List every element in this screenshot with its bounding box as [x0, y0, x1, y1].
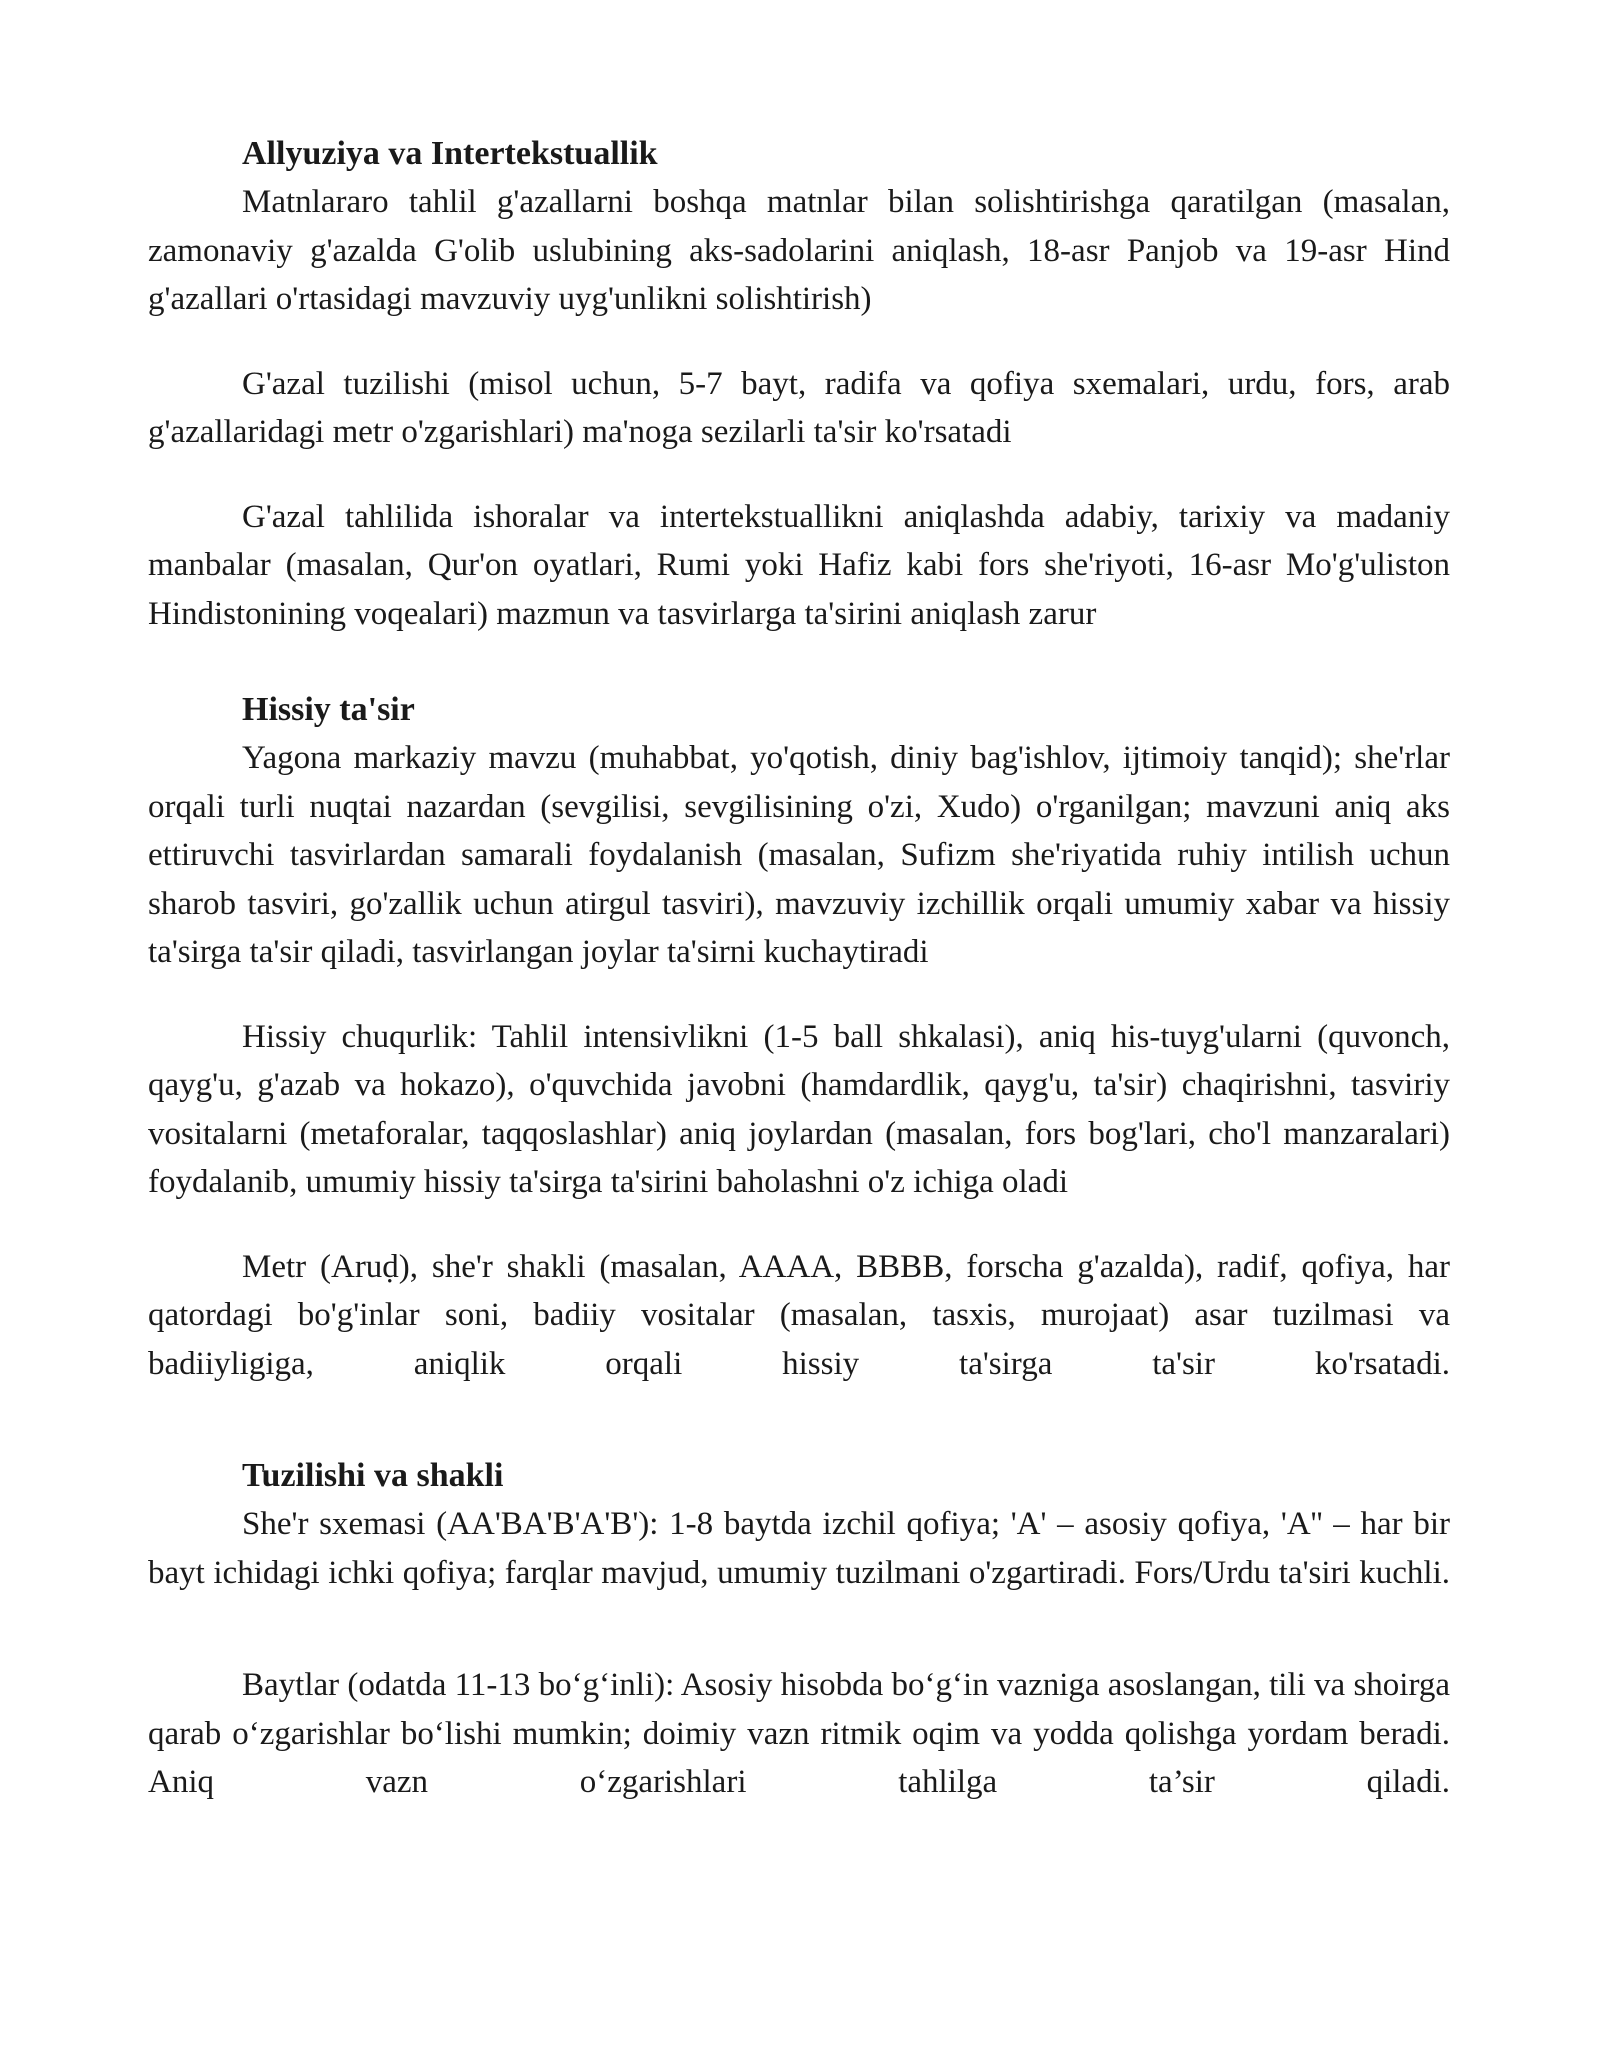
paragraph-central-theme: Yagona markaziy mavzu (muhabbat, yo'qotish, diniy bag'ishlov, ijtimoiy tanqid); she'rlar orqali turli nuqtai nazardan (sevgilisi, sevgilisining o'zi, Xudo) o'rganilgan; mavzuni aniq aks ettiruvchi tasvirlardan samarali foydalanish (masalan, Sufizm she'riyatida ruhiy intilish uchun sharob tasviri, go'zallik uchun atirgul tasviri), mavzuviy izchillik orqali umumiy xabar va hissiy ta'sirga ta'sir qiladi, tasvirlangan joylar ta'sirni kuchaytiradi: [148, 740, 1450, 970]
section-heading-emotional: Hissiy ta'sir: [242, 691, 415, 728]
paragraph-ghazal-structure: G'azal tuzilishi (misol uchun, 5-7 bayt, radifa va qofiya sxemalari, urdu, fors, arab g'azallaridagi metr o'zgarishlari) ma'noga sezilarli ta'sir ko'rsatadi: [148, 365, 1450, 450]
paragraph-meter-form: Metr (Aruḍ), she'r shakli (masalan, AAAA, BBBB, forscha g'azalda), radif, qofiya, har qatordagi bo'g'inlar soni, badiiy vositalar (masalan, tasxis, murojaat) asar tuzilmasi va badiiyligiga, aniqlik orqali hissiy ta'sirga ta'sir ko'rsatadi.: [148, 1248, 1450, 1382]
paragraph-rhyme-scheme: She'r sxemasi (AA'BA'B'A'B'): 1-8 baytda izchil qofiya; 'A' – asosiy qofiya, 'A'' – har bir bayt ichidagi ichki qofiya; farqlar mavjud, umumiy tuzilmani o'zgartiradi. Fors/Urdu ta'siri kuchli.: [148, 1506, 1450, 1591]
paragraph-bayt-meter: Baytlar (odatda 11-13 bo‘g‘inli): Asosiy hisobda bo‘g‘in vazniga asoslangan, tili va shoirga qarab o‘zgarishlar bo‘lishi mumkin; doimiy vazn ritmik oqim va yodda qolishga yordam beradi. Aniq vazn o‘zgarishlari tahlilga ta’sir qiladi.: [148, 1667, 1450, 1800]
paragraph-intertextual-analysis: Matnlararo tahlil g'azallarni boshqa matnlar bilan solishtirishga qaratilgan (masalan, zamonaviy g'azalda G'olib uslubining aks-sadolarini aniqlash, 18-asr Panjob va 19-asr Hind g'azallari o'rtasidagi mavzuviy uyg'unlikni solishtirish): [148, 184, 1450, 317]
section-structure: [148, 1452, 1450, 1807]
section-emotional: [148, 686, 1450, 1388]
paragraph-emotional-depth: Hissiy chuqurlik: Tahlil intensivlikni (1-5 ball shkalasi), aniq his-tuyg'ularni (quvonch, qayg'u, g'azab va hokazo), o'quvchida javobni (hamdardlik, qayg'u, ta'sir) chaqirishni, tasviriy vositalarni (metaforalar, taqqoslashlar) aniq joylardan (masalan, fors bog'lari, cho'l manzaralari) foydalanib, umumiy hissiy ta'sirga ta'sirini baholashni o'z ichiga oladi: [148, 1018, 1450, 1200]
section-heading-allusion: Allyuziya va Intertekstuallik: [242, 135, 658, 172]
paragraph-allusion-sources: G'azal tahlilida ishoralar va intertekstuallikni aniqlashda adabiy, tarixiy va madaniy manbalar (masalan, Qur'on oyatlari, Rumi yoki Hafiz kabi fors she'riyoti, 16-asr Mo'g'uliston Hindistonining voqealari) mazmun va tasvirlarga ta'sirini aniqlash zarur: [148, 498, 1450, 632]
section-heading-structure: Tuzilishi va shakli: [242, 1457, 504, 1494]
document-page: [148, 130, 1450, 1807]
section-allusion: [148, 130, 1450, 638]
